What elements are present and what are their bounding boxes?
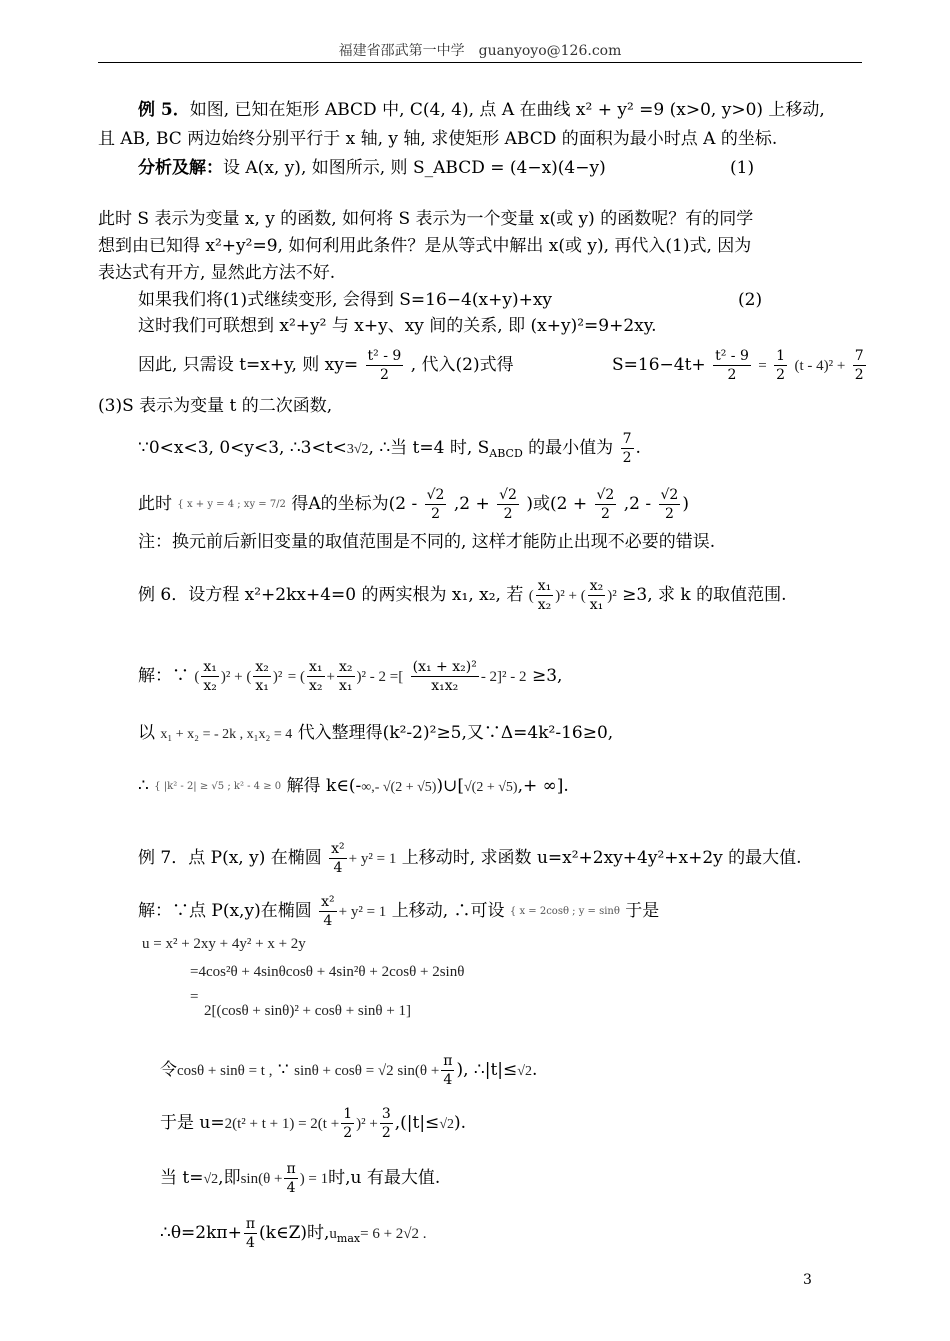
pow-plus: )² + ( xyxy=(555,588,586,604)
s-expression xyxy=(612,347,868,384)
ex6-label: 例 6． xyxy=(138,585,189,605)
note-text: 注：换元前后新旧变量的取值范围是不同的, 这样才能防止出现不必要的错误. xyxy=(138,532,716,552)
solution-text: 设 A(x, y), 如图所示, 则 S_ABCD = (4−x)(4−y) xyxy=(223,158,606,178)
final-answer-line xyxy=(160,1215,427,1252)
frac-den: 4 xyxy=(443,1072,453,1088)
frac-den: 2 xyxy=(503,506,513,522)
ex6-text-b: 解得 k∈(- xyxy=(286,776,362,796)
range-text-3: 的最小值为 xyxy=(522,438,614,458)
frac-den: 2 xyxy=(431,506,440,522)
frac-den: x₁ xyxy=(255,678,269,694)
max-condition-line xyxy=(160,1160,440,1197)
ex6-question: 例 6．设方程 x²+2kx+4=0 的两实根为 x₁, x₂, 若 ( $\frac{\text{x₁}}{\text{x₂}}$ )² + ( $\frac{\text{x₂}}{\text{x₁}}$ )² ≥3, 求 k 的取值范围. xyxy=(138,578,787,613)
fraction-x1-x2 xyxy=(536,577,554,614)
k-in-z: (k∈Z)时, xyxy=(259,1223,330,1243)
frac-den: x₂ xyxy=(537,597,552,613)
frac-den: 4 xyxy=(245,1235,255,1251)
minus-two-b: - 2]² - 2 xyxy=(480,669,527,685)
page-header xyxy=(98,40,862,63)
frac-num: x₁ xyxy=(537,578,552,594)
fraction-pi-4 xyxy=(284,1160,297,1197)
frac-num: 7 xyxy=(854,348,864,364)
square-term: (t - 4)² + xyxy=(794,358,846,374)
ex6-text-2: ≥3, 求 k 的取值范围. xyxy=(622,585,787,605)
ex5-line-1 xyxy=(138,102,825,119)
ex5-line-2 xyxy=(98,131,777,148)
frac-den: 2 xyxy=(727,367,737,383)
fraction-x1-x2 xyxy=(201,658,219,695)
frac-num: √2 xyxy=(499,487,517,503)
ex6-line-2 xyxy=(138,725,613,742)
theta-value: ∴θ=2kπ+ xyxy=(160,1223,242,1243)
frac-den: 2 xyxy=(343,1125,353,1141)
ex7-sol-text-3: 于是 xyxy=(625,901,660,921)
max-subscript: max xyxy=(336,1232,361,1245)
coord-text-1: 此时 xyxy=(138,494,172,514)
frac-den: 2 xyxy=(622,450,632,466)
equation-number-1 xyxy=(730,160,754,177)
sin-identity: sinθ + cosθ = √2 sin(θ + xyxy=(294,1063,440,1079)
fraction-r2-a xyxy=(425,486,447,523)
frac-num: √2 xyxy=(596,487,615,503)
system-a: { x + y = 4 ; xy = 7/2 xyxy=(177,498,286,510)
frac-num: √2 xyxy=(426,487,445,503)
ex5-text-1: 如图, 已知在矩形 ABCD 中, C(4, 4), 点 A 在曲线 x² + y² =9 (x>0, y>0) 上移动, xyxy=(189,100,825,120)
root-two: √2 xyxy=(439,1117,454,1132)
ex7-text: 点 P(x, y) 在椭圆 xyxy=(188,848,322,868)
u-expression-4 xyxy=(204,1004,411,1019)
para-text-3: 表达式有开方, 显然此方法不好. xyxy=(98,263,336,283)
paragraph-line-2 xyxy=(98,238,751,255)
fraction-xy xyxy=(366,347,404,384)
ex6-ge3: ≥3, xyxy=(531,666,563,686)
page-number-text: 3 xyxy=(803,1272,812,1288)
para-text-5: 这时我们可联想到 x²+y² 与 x+y、xy 间的关系, 即 (x+y)²=9+2xy. xyxy=(138,316,657,336)
range-text-2: , ∴当 t=4 时, S xyxy=(368,438,490,458)
fraction-r2-d xyxy=(659,486,681,523)
frac-num: x₂ xyxy=(339,659,353,675)
vieta-formula: x₁ + x₂ = - 2k , x₁x₂ = 4 xyxy=(160,727,293,742)
fraction-x2-x1 xyxy=(253,658,271,695)
ex7-sol-text: 解：∵点 P(x,y)在椭圆 xyxy=(138,901,312,921)
frac-num: (x₁ + x₂)² xyxy=(412,659,477,675)
fraction-x2-x1 xyxy=(337,658,355,695)
ex6-text-c: 代入整理得(k²-2)²≥5,又∵Δ=4k²-16≥0, xyxy=(297,723,614,743)
coord-text-3: ,2 + xyxy=(453,494,490,514)
fraction-pi-4 xyxy=(441,1052,454,1089)
fraction-r2-c xyxy=(595,486,617,523)
ex7-question xyxy=(138,840,802,877)
abs-t-text: ), ∴|t|≤ xyxy=(456,1060,518,1080)
para-text-4: 如果我们将(1)式继续变形, 会得到 S=16−4(x+y)+xy xyxy=(138,290,553,310)
frac-den: 4 xyxy=(333,860,343,876)
frac-den: 2 xyxy=(776,367,786,383)
fraction-sum-prod xyxy=(411,658,479,695)
abs-bound: ,(|t|≤ xyxy=(394,1113,440,1133)
t-definition: cosθ + sinθ = t , xyxy=(177,1063,273,1079)
ex7-solution xyxy=(138,893,659,930)
paragraph-line-1 xyxy=(98,211,753,228)
fraction-r2-b xyxy=(497,486,519,523)
because-sign: ∵ xyxy=(277,1060,289,1080)
abcd-subscript: ABCD xyxy=(489,447,523,460)
u-quad-b: )² + xyxy=(356,1116,378,1132)
ex7-label: 例 7． xyxy=(138,848,189,868)
fraction-seven-half xyxy=(853,347,866,384)
para-text-7: (3)S 表示为变量 t 的二次函数, xyxy=(98,396,333,416)
frac-num: x² xyxy=(321,894,335,910)
coordinate-line: 此时 { x + y = 4 ; xy = 7/2 得A的坐标为(2 - $\frac{√2}{2}$ ,2 + $\frac{√2}{2}$ )或(2 + $\frac{√2}{2}$ ,2 - $\frac{√2}{2}$ ) xyxy=(138,487,689,522)
frac-den: 2 xyxy=(379,367,389,383)
header-text: 福建省邵武第一中学 guanyoyo@126.com xyxy=(338,43,622,59)
ex7-text-2: 上移动时, 求函数 u=x²+2xy+4y²+x+2y 的最大值. xyxy=(401,848,802,868)
close-paren: ). xyxy=(454,1113,467,1133)
ex5-text-2: 且 AB, BC 两边始终分别平行于 x 轴, y 轴, 求使矩形 ABCD 的面积为最小时点 A 的坐标. xyxy=(98,129,778,149)
frac-num: 1 xyxy=(343,1106,353,1122)
ex6-solution: 解：∵ ( $\frac{\text{x₁}}{\text{x₂}}$ )² + ( $\frac{\text{x₂}}{\text{x₁}}$ )² = ( $\frac{\text{x₁}}{\text{x₂}}$ + $\frac{\text{x₂}}{\text{x₁}}$ )² - 2 =[ $\frac{\text{(x₁ + x₂)²}}{\text{x₁x₂}}$ - 2]² - 2 ≥3, xyxy=(138,659,563,694)
fraction-3-2 xyxy=(380,1105,393,1142)
pow-two: )² xyxy=(272,669,283,685)
substitution-line: 令cosθ + sinθ = t , ∵ sinθ + cosθ = √2 sin(θ + $\frac{\pi}{4}$ ), ∴|t|≤√2. xyxy=(160,1053,538,1088)
para-6a: 因此, 只需设 t=x+y, 则 xy= xyxy=(138,355,359,375)
frac-den: x₂ xyxy=(309,678,323,694)
frac-num: x₂ xyxy=(589,578,604,594)
frac-num: t² - 9 xyxy=(715,348,749,364)
ex5-label: 例 5． xyxy=(138,100,190,120)
coord-text-5: ,2 - xyxy=(623,494,652,514)
paragraph-line-3 xyxy=(98,265,335,282)
frac-num: 7 xyxy=(622,431,632,447)
fraction-min xyxy=(621,430,634,467)
u-quad: 2(t² + t + 1) = 2(t + xyxy=(224,1116,340,1132)
minus-two: )² - 2 =[ xyxy=(356,669,404,685)
frac-den: 2 xyxy=(664,506,674,522)
frac-num: x₁ xyxy=(203,659,217,675)
equals-sign: = xyxy=(758,358,767,374)
fraction-pi-4 xyxy=(244,1215,257,1252)
u-expr-1: u = x² + 2xy + 4y² + x + 2y xyxy=(142,936,306,952)
pow-two: )² xyxy=(607,588,617,604)
ex6-text: 设方程 x²+2kx+4=0 的两实根为 x₁, x₂, 若 xyxy=(188,585,524,605)
root-two: √2 xyxy=(203,1172,219,1187)
frac-den: x₁ xyxy=(339,678,353,694)
frac-den: x₁x₂ xyxy=(431,678,459,694)
fraction-x2-4 xyxy=(319,893,337,930)
system-c: { x = 2cosθ ; y = sinθ xyxy=(509,905,620,917)
fraction-t2 xyxy=(713,347,751,384)
root-two: √2 xyxy=(517,1064,532,1079)
infinity-end: ,+ ∞]. xyxy=(517,776,569,796)
para-6b: , 代入(2)式得 xyxy=(410,355,514,375)
para-text-1: 此时 S 表示为变量 x, y 的函数, 如何将 S 表示为一个变量 x(或 y) 的函数呢？有的同学 xyxy=(98,209,754,229)
equation-number-2 xyxy=(738,292,762,309)
u-expr-3: = xyxy=(190,989,199,1005)
u-max-value: = 6 + 2√2 . xyxy=(360,1226,427,1242)
range-text: ∵0<x<3, 0<y<3, ∴3<t< xyxy=(138,438,347,458)
frac-num: √2 xyxy=(660,487,679,503)
y-square: + y² = 1 xyxy=(348,851,397,867)
sin-theta: sin(θ + xyxy=(240,1171,283,1187)
frac-den: x₁ xyxy=(589,597,604,613)
coord-text-2: 得A的坐标为(2 - xyxy=(291,494,418,514)
ex6-text-a: 以 xyxy=(138,723,155,743)
frac-num: π xyxy=(286,1161,296,1177)
paragraph-line-5 xyxy=(138,318,657,335)
solution-label: 分析及解： xyxy=(138,158,223,178)
note-line xyxy=(138,534,715,551)
frac-num: x² xyxy=(331,841,345,857)
fraction-x2-4 xyxy=(329,840,347,877)
eq-number-1: (1) xyxy=(730,158,755,178)
ex6-line-3 xyxy=(138,778,569,795)
frac-den: 2 xyxy=(381,1125,391,1141)
neg-root: ∞,- √(2 + √5) xyxy=(361,780,437,795)
plus-sign: + xyxy=(326,669,335,685)
y-square: + y² = 1 xyxy=(338,904,387,920)
fraction-1-2 xyxy=(341,1105,354,1142)
para-text-2: 想到由已知得 x²+y²=9, 如何利用此条件？是从等式中解出 x(或 y), 再代入(1)式, 因为 xyxy=(98,236,752,256)
equals-paren: = ( xyxy=(287,669,306,685)
frac-num: x₁ xyxy=(309,659,323,675)
u-expression-1 xyxy=(142,937,306,952)
fraction-half xyxy=(774,347,787,384)
u-quadratic-line xyxy=(160,1105,466,1142)
that-is: ,即 xyxy=(218,1168,241,1188)
u-max-var: u xyxy=(329,1226,337,1242)
therefore-sign: ∴ xyxy=(138,776,149,796)
u-expression-2 xyxy=(190,965,464,980)
frac-num: 3 xyxy=(381,1106,391,1122)
pos-root: √(2 + √5) xyxy=(463,780,518,795)
frac-den: x₂ xyxy=(203,678,217,694)
frac-den: 4 xyxy=(323,913,333,929)
frac-num: 1 xyxy=(776,348,786,364)
page-number xyxy=(803,1272,812,1288)
s-expr-text: S=16−4t+ xyxy=(612,355,706,375)
fraction-x2-x1 xyxy=(588,577,606,614)
frac-num: π xyxy=(245,1216,256,1232)
let-text: 令 xyxy=(160,1060,177,1080)
coord-text-4: )或(2 + xyxy=(526,494,588,514)
frac-den: 2 xyxy=(854,367,864,383)
u-expr-2: =4cos²θ + 4sinθcosθ + 4sin²θ + 2cosθ + 2sinθ xyxy=(190,964,465,980)
union-text: )∪[ xyxy=(436,776,464,796)
fraction-x1-x2 xyxy=(307,658,325,695)
ex5-solution-line xyxy=(138,160,606,177)
equals-one: ) = 1 xyxy=(299,1171,329,1187)
u-expr-4: 2[(cosθ + sinθ)² + cosθ + sinθ + 1] xyxy=(204,1003,412,1019)
frac-num: t² - 9 xyxy=(367,348,402,364)
when-t: 当 t= xyxy=(160,1168,204,1188)
frac-den: 4 xyxy=(286,1180,296,1196)
ex6-sol-label: 解：∵ xyxy=(138,666,189,686)
ex7-sol-text-2: 上移动, ∴可设 xyxy=(391,901,505,921)
three-root-two: 3√2 xyxy=(346,442,369,457)
u-expression-3 xyxy=(190,990,198,1005)
paragraph-line-4 xyxy=(138,292,552,309)
frac-num: π xyxy=(443,1053,453,1069)
eq-number-2: (2) xyxy=(738,290,763,310)
paragraph-line-6 xyxy=(138,347,514,384)
paragraph-line-7 xyxy=(98,398,332,415)
frac-num: x₂ xyxy=(255,659,269,675)
system-b: { |k² - 2| ≥ √5 ; k² - 4 ≥ 0 xyxy=(154,780,282,792)
max-text: 时,u 有最大值. xyxy=(328,1168,441,1188)
pow-plus: )² + ( xyxy=(220,669,252,685)
frac-den: 2 xyxy=(600,506,610,522)
range-line: ∵0<x<3, 0<y<3, ∴3<t<3√2, ∴当 t=4 时, $S_{ABCD}$ 的最小值为 $\frac{7}{2}$ . xyxy=(138,431,641,466)
u-equals: 于是 u= xyxy=(160,1113,225,1133)
